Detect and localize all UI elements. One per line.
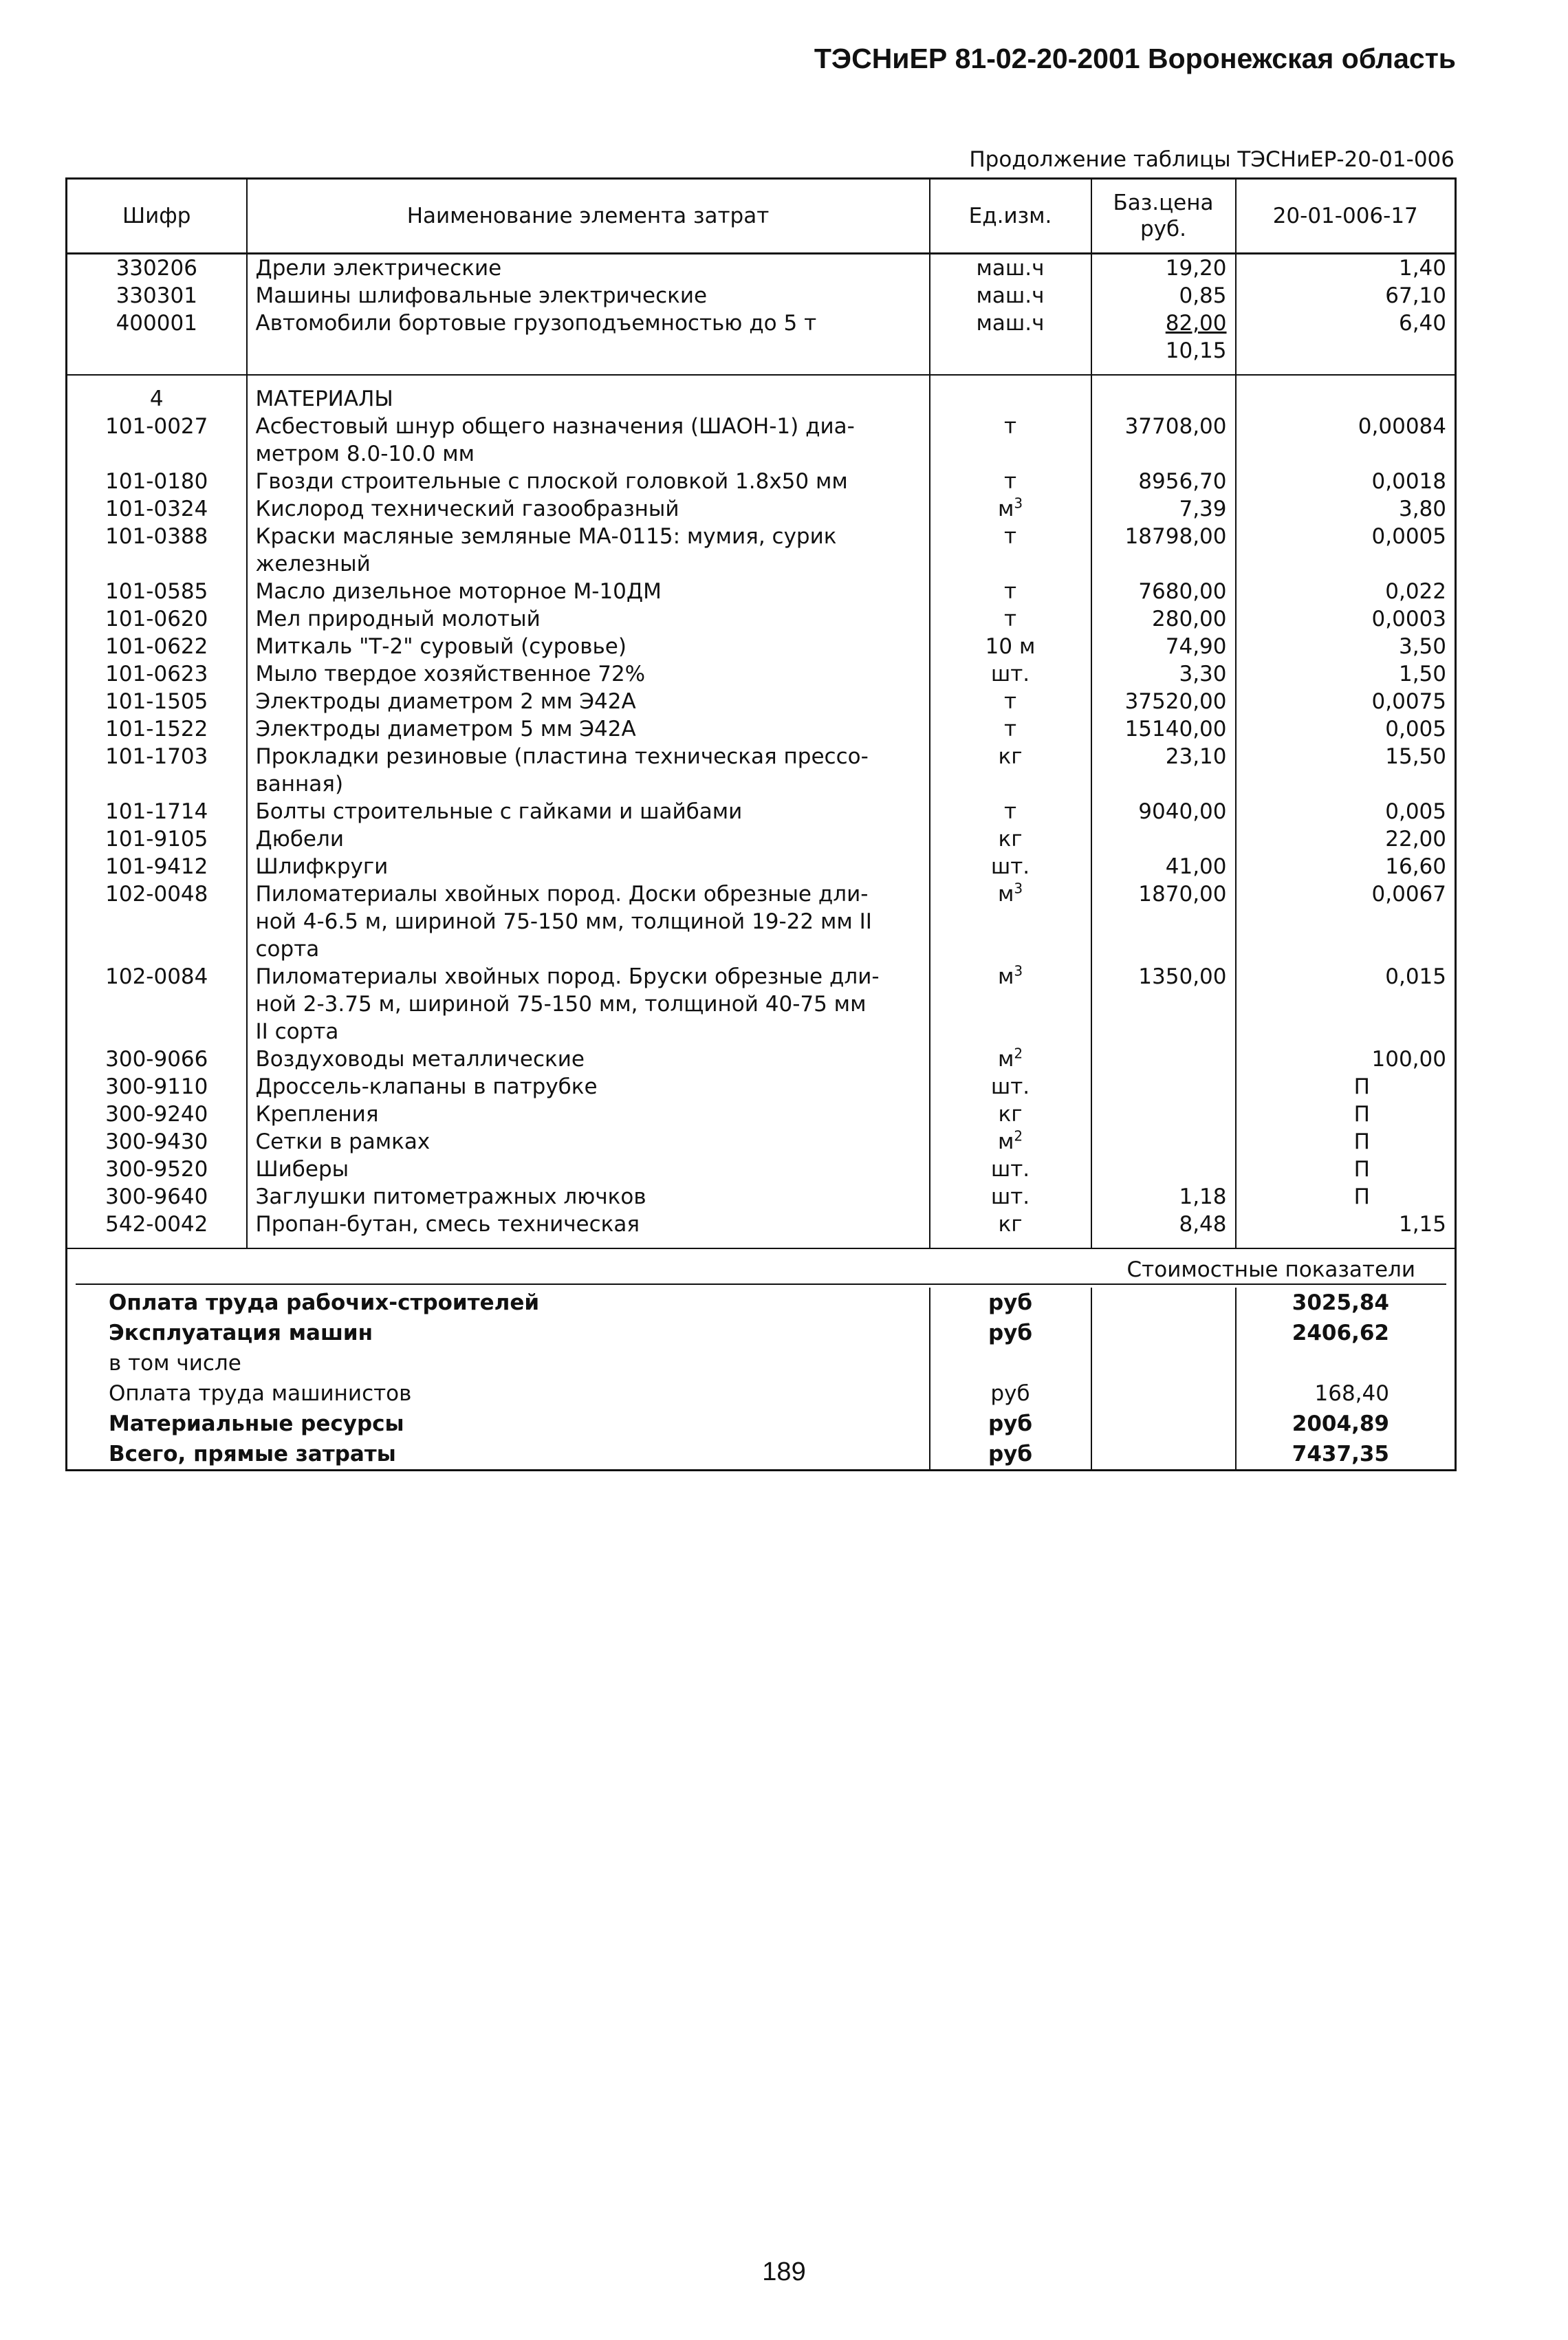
summary-value: 3025,84 (1292, 1290, 1389, 1315)
table-row (67, 1211, 1456, 1248)
cell-name-line: ной 2-3.75 м, шириной 75-150 мм, толщиной 40-75 мм (255, 992, 867, 1017)
cell-name: Дроссель-клапаны в патрубке (247, 1073, 930, 1101)
cell-code: 330301 (67, 282, 247, 310)
summary-row (67, 1288, 1456, 1318)
summary-unit (930, 1348, 1091, 1378)
table-caption: Продолжение таблицы ТЭСНиЕР-20-01-006 (969, 147, 1455, 172)
cell-unit: т (930, 715, 1091, 743)
cell-price: 9040,00 (1091, 798, 1236, 825)
section-header-row (67, 375, 1456, 413)
cell-name: Сетки в рамках (247, 1128, 930, 1156)
cell-unit: кг (930, 825, 1091, 853)
summary-row (67, 1348, 1456, 1378)
cell-unit: шт. (930, 1156, 1091, 1183)
cell-norm: 3,80 (1398, 497, 1446, 521)
cell-unit: шт. (930, 660, 1091, 688)
cell-unit-base: м (997, 1047, 1014, 1072)
cell-norm: 0,0018 (1371, 469, 1446, 494)
table-row (67, 963, 1456, 1046)
cell-name-line: ванная) (255, 772, 344, 797)
cell-name: Дюбели (247, 825, 930, 853)
table-row (67, 254, 1456, 283)
cell-unit (930, 1046, 1091, 1073)
cell-unit: шт. (930, 1073, 1091, 1101)
cell-unit: т (930, 468, 1091, 495)
summary-value: 2406,62 (1292, 1321, 1389, 1345)
col-header-price (1091, 179, 1236, 254)
cell-norm: П (1353, 1129, 1370, 1154)
cell-code: 102-0048 (67, 880, 247, 963)
cell-name (247, 413, 930, 468)
summary-label: Эксплуатация машин (67, 1318, 930, 1348)
table-row (67, 798, 1456, 825)
cell-code: 101-1703 (67, 743, 247, 798)
cell-code: 542-0042 (67, 1211, 247, 1248)
col-header-code: Шифр (67, 179, 247, 254)
cell-price (1091, 825, 1236, 853)
cell-unit: 10 м (930, 633, 1091, 660)
cell-norm: П (1353, 1102, 1370, 1127)
cell-unit: т (930, 413, 1091, 468)
cell-price: 19,20 (1091, 254, 1236, 283)
cell-name: Воздуховоды металлические (247, 1046, 930, 1073)
cell-code: 330206 (67, 254, 247, 283)
summary-label: Всего, прямые затраты (67, 1439, 930, 1471)
cell-unit: т (930, 688, 1091, 715)
materials-body (67, 375, 1456, 1248)
cell-norm: 1,40 (1398, 256, 1446, 281)
cell-unit-exponent: 3 (1014, 962, 1023, 979)
table-row (67, 468, 1456, 495)
summary-row (67, 1409, 1456, 1439)
cell-code: 300-9110 (67, 1073, 247, 1101)
cell-name-line: Асбестовый шнур общего назначения (ШАОН-1) диа- (255, 414, 855, 439)
cell-name: Электроды диаметром 5 мм Э42А (247, 715, 930, 743)
table-row (67, 282, 1456, 310)
cell-price (1091, 310, 1236, 375)
table-row (67, 743, 1456, 798)
summary-unit: руб (930, 1318, 1091, 1348)
cell-unit: кг (930, 1211, 1091, 1248)
cell-norm: 0,0075 (1371, 689, 1446, 714)
summary-row (67, 1318, 1456, 1348)
cell-code: 101-0180 (67, 468, 247, 495)
table-row (67, 1128, 1456, 1156)
cell-code: 101-0388 (67, 523, 247, 578)
cell-code: 400001 (67, 310, 247, 375)
cell-unit: кг (930, 1101, 1091, 1128)
cell-price (1091, 1073, 1236, 1101)
summary-label: Материальные ресурсы (67, 1409, 930, 1439)
cell-norm: 0,0067 (1371, 882, 1446, 907)
cell-norm: 0,0005 (1371, 524, 1446, 549)
cell-code: 101-0622 (67, 633, 247, 660)
cell-unit-base: м (997, 497, 1014, 521)
cell-price: 15140,00 (1091, 715, 1236, 743)
cell-unit: шт. (930, 1183, 1091, 1211)
cell-unit-exponent: 2 (1014, 1045, 1023, 1062)
cell-code: 300-9066 (67, 1046, 247, 1073)
cell-name: Электроды диаметром 2 мм Э42А (247, 688, 930, 715)
cell-name-line: метром 8.0-10.0 мм (255, 442, 475, 466)
cell-unit-exponent: 3 (1014, 495, 1023, 512)
cell-code: 101-9412 (67, 853, 247, 880)
col-header-price-line2: руб. (1140, 217, 1186, 241)
cell-unit (930, 880, 1091, 963)
table-row (67, 880, 1456, 963)
table-row (67, 1073, 1456, 1101)
table-row (67, 523, 1456, 578)
table-row (67, 1046, 1456, 1073)
cell-norm: 100,00 (1371, 1047, 1446, 1072)
table-row (67, 825, 1456, 853)
cell-name-line: Пиломатериалы хвойных пород. Доски обрезные дли- (255, 882, 869, 907)
cell-price-secondary: 10,15 (1165, 338, 1227, 363)
cell-price-main: 82,00 (1165, 311, 1227, 336)
cell-unit: т (930, 798, 1091, 825)
cell-unit (930, 1128, 1091, 1156)
cell-name-line: сорта (255, 937, 320, 962)
summary-caption: Стоимостные показатели (76, 1256, 1446, 1285)
cell-norm: 0,005 (1385, 799, 1446, 824)
cell-name: Дрели электрические (247, 254, 930, 283)
cell-unit-base: м (997, 1129, 1014, 1154)
summary-unit: руб (930, 1439, 1091, 1471)
cell-code: 101-0027 (67, 413, 247, 468)
cell-norm: 0,022 (1385, 579, 1446, 604)
cell-unit-exponent: 2 (1014, 1127, 1023, 1145)
summary-value: 2004,89 (1292, 1411, 1389, 1436)
summary-label: в том числе (67, 1348, 930, 1378)
section-number: 4 (67, 375, 247, 413)
col-header-unit: Ед.изм. (930, 179, 1091, 254)
table-row (67, 605, 1456, 633)
cell-price: 8956,70 (1091, 468, 1236, 495)
summary-row (67, 1378, 1456, 1409)
cell-unit: шт. (930, 853, 1091, 880)
cell-unit (930, 963, 1091, 1046)
cell-name-line: Пиломатериалы хвойных пород. Бруски обрезные дли- (255, 964, 880, 989)
cell-price: 37708,00 (1091, 413, 1236, 468)
cell-name-line: Краски масляные земляные МА-0115: мумия, сурик (255, 524, 837, 549)
col-header-price-line1: Баз.цена (1113, 191, 1214, 215)
table-row (67, 578, 1456, 605)
cell-unit-base: м (997, 882, 1014, 907)
table-row (67, 1156, 1456, 1183)
cell-price: 23,10 (1091, 743, 1236, 798)
cell-norm: 16,60 (1385, 854, 1446, 879)
table-row (67, 660, 1456, 688)
cell-code: 101-9105 (67, 825, 247, 853)
table-row (67, 1183, 1456, 1211)
cell-unit: маш.ч (930, 254, 1091, 283)
table-row (67, 853, 1456, 880)
summary-value: 7437,35 (1236, 1439, 1456, 1471)
cost-table (65, 177, 1457, 1471)
cell-price (1091, 1156, 1236, 1183)
section-title: МАТЕРИАЛЫ (247, 375, 930, 413)
col-header-norm: 20-01-006-17 (1236, 179, 1456, 254)
cell-norm: 3,50 (1398, 634, 1446, 659)
cell-name: Шлифкруги (247, 853, 930, 880)
cell-price: 1,18 (1091, 1183, 1236, 1211)
col-header-name: Наименование элемента затрат (247, 179, 930, 254)
summary-caption-row (67, 1248, 1456, 1288)
cell-name-line: ной 4-6.5 м, шириной 75-150 мм, толщиной 19-22 мм II (255, 909, 872, 934)
cell-name-line: железный (255, 552, 371, 576)
cell-name: Машины шлифовальные электрические (247, 282, 930, 310)
cell-code: 101-0324 (67, 495, 247, 523)
cell-unit: т (930, 578, 1091, 605)
cell-norm: 0,0003 (1371, 607, 1446, 631)
table-header-row (67, 179, 1456, 254)
cell-name (247, 743, 930, 798)
cell-name: Миткаль "Т-2" суровый (суровье) (247, 633, 930, 660)
cell-price: 1350,00 (1091, 963, 1236, 1046)
table-row (67, 715, 1456, 743)
cell-price: 8,48 (1091, 1211, 1236, 1248)
table-row (67, 688, 1456, 715)
summary-label: Оплата труда машинистов (67, 1378, 930, 1409)
summary-label: Оплата труда рабочих-строителей (67, 1288, 930, 1318)
cell-price: 0,85 (1091, 282, 1236, 310)
cell-norm: П (1353, 1184, 1370, 1209)
cell-name-line: Прокладки резиновые (пластина техническая прессо- (255, 744, 869, 769)
cell-code: 300-9240 (67, 1101, 247, 1128)
cell-code: 300-9430 (67, 1128, 247, 1156)
cell-code: 102-0084 (67, 963, 247, 1046)
summary-unit: руб (930, 1288, 1091, 1318)
cell-norm: 15,50 (1385, 744, 1446, 769)
table-row (67, 495, 1456, 523)
cell-unit: маш.ч (930, 310, 1091, 375)
machines-body (67, 254, 1456, 376)
cell-name: Пропан-бутан, смесь техническая (247, 1211, 930, 1248)
cell-price: 280,00 (1091, 605, 1236, 633)
cell-norm: П (1353, 1157, 1370, 1182)
cell-price: 18798,00 (1091, 523, 1236, 578)
cell-unit: т (930, 523, 1091, 578)
cell-unit: кг (930, 743, 1091, 798)
cell-code: 101-1714 (67, 798, 247, 825)
cell-code: 101-0620 (67, 605, 247, 633)
cell-name: Мел природный молотый (247, 605, 930, 633)
cell-norm: 6,40 (1398, 311, 1446, 336)
cell-name: Масло дизельное моторное М-10ДМ (247, 578, 930, 605)
cell-code: 300-9520 (67, 1156, 247, 1183)
cell-unit (930, 495, 1091, 523)
cell-norm: 1,50 (1398, 662, 1446, 686)
page-number: 189 (762, 2257, 806, 2286)
cell-name: Заглушки питометражных лючков (247, 1183, 930, 1211)
cell-price (1091, 1101, 1236, 1128)
cell-name: Крепления (247, 1101, 930, 1128)
cell-price: 7,39 (1091, 495, 1236, 523)
cell-norm: 67,10 (1385, 283, 1446, 308)
cell-name (247, 523, 930, 578)
cell-norm: П (1353, 1074, 1370, 1099)
cell-name: Автомобили бортовые грузоподъемностью до 5 т (247, 310, 930, 375)
cell-norm: 0,005 (1385, 717, 1446, 741)
cell-code: 101-1505 (67, 688, 247, 715)
cell-price: 37520,00 (1091, 688, 1236, 715)
cell-name: Кислород технический газообразный (247, 495, 930, 523)
summary-value: 168,40 (1314, 1381, 1389, 1406)
cell-norm: 1,15 (1398, 1212, 1446, 1237)
table-row (67, 310, 1456, 375)
cell-name-line: II сорта (255, 1019, 339, 1044)
cell-price: 41,00 (1091, 853, 1236, 880)
cell-unit: т (930, 605, 1091, 633)
cell-code: 101-0623 (67, 660, 247, 688)
cell-name: Болты строительные с гайками и шайбами (247, 798, 930, 825)
cell-norm: 22,00 (1385, 827, 1446, 852)
document-title: ТЭСНиЕР 81-02-20-2001 Воронежская область (814, 43, 1456, 74)
summary-unit: руб (930, 1409, 1091, 1439)
cell-code: 300-9640 (67, 1183, 247, 1211)
cell-price: 3,30 (1091, 660, 1236, 688)
cell-price (1091, 1046, 1236, 1073)
cell-norm: 0,015 (1385, 964, 1446, 989)
summary-unit: руб (930, 1378, 1091, 1409)
cell-price (1091, 1128, 1236, 1156)
cell-code: 101-1522 (67, 715, 247, 743)
summary-row (67, 1439, 1456, 1471)
cell-name: Мыло твердое хозяйственное 72% (247, 660, 930, 688)
table-row (67, 633, 1456, 660)
cell-name: Гвозди строительные с плоской головкой 1.8x50 мм (247, 468, 930, 495)
cell-price: 7680,00 (1091, 578, 1236, 605)
cell-name: Шиберы (247, 1156, 930, 1183)
cell-unit: маш.ч (930, 282, 1091, 310)
cell-unit-base: м (997, 964, 1014, 989)
summary-value (1236, 1348, 1456, 1378)
cell-code: 101-0585 (67, 578, 247, 605)
cell-unit-exponent: 3 (1014, 880, 1023, 897)
cell-name (247, 963, 930, 1046)
cell-name (247, 880, 930, 963)
summary-body (67, 1248, 1456, 1471)
cell-norm: 0,00084 (1358, 414, 1446, 439)
table-row (67, 1101, 1456, 1128)
table-row (67, 413, 1456, 468)
cell-price: 1870,00 (1091, 880, 1236, 963)
cell-price: 74,90 (1091, 633, 1236, 660)
